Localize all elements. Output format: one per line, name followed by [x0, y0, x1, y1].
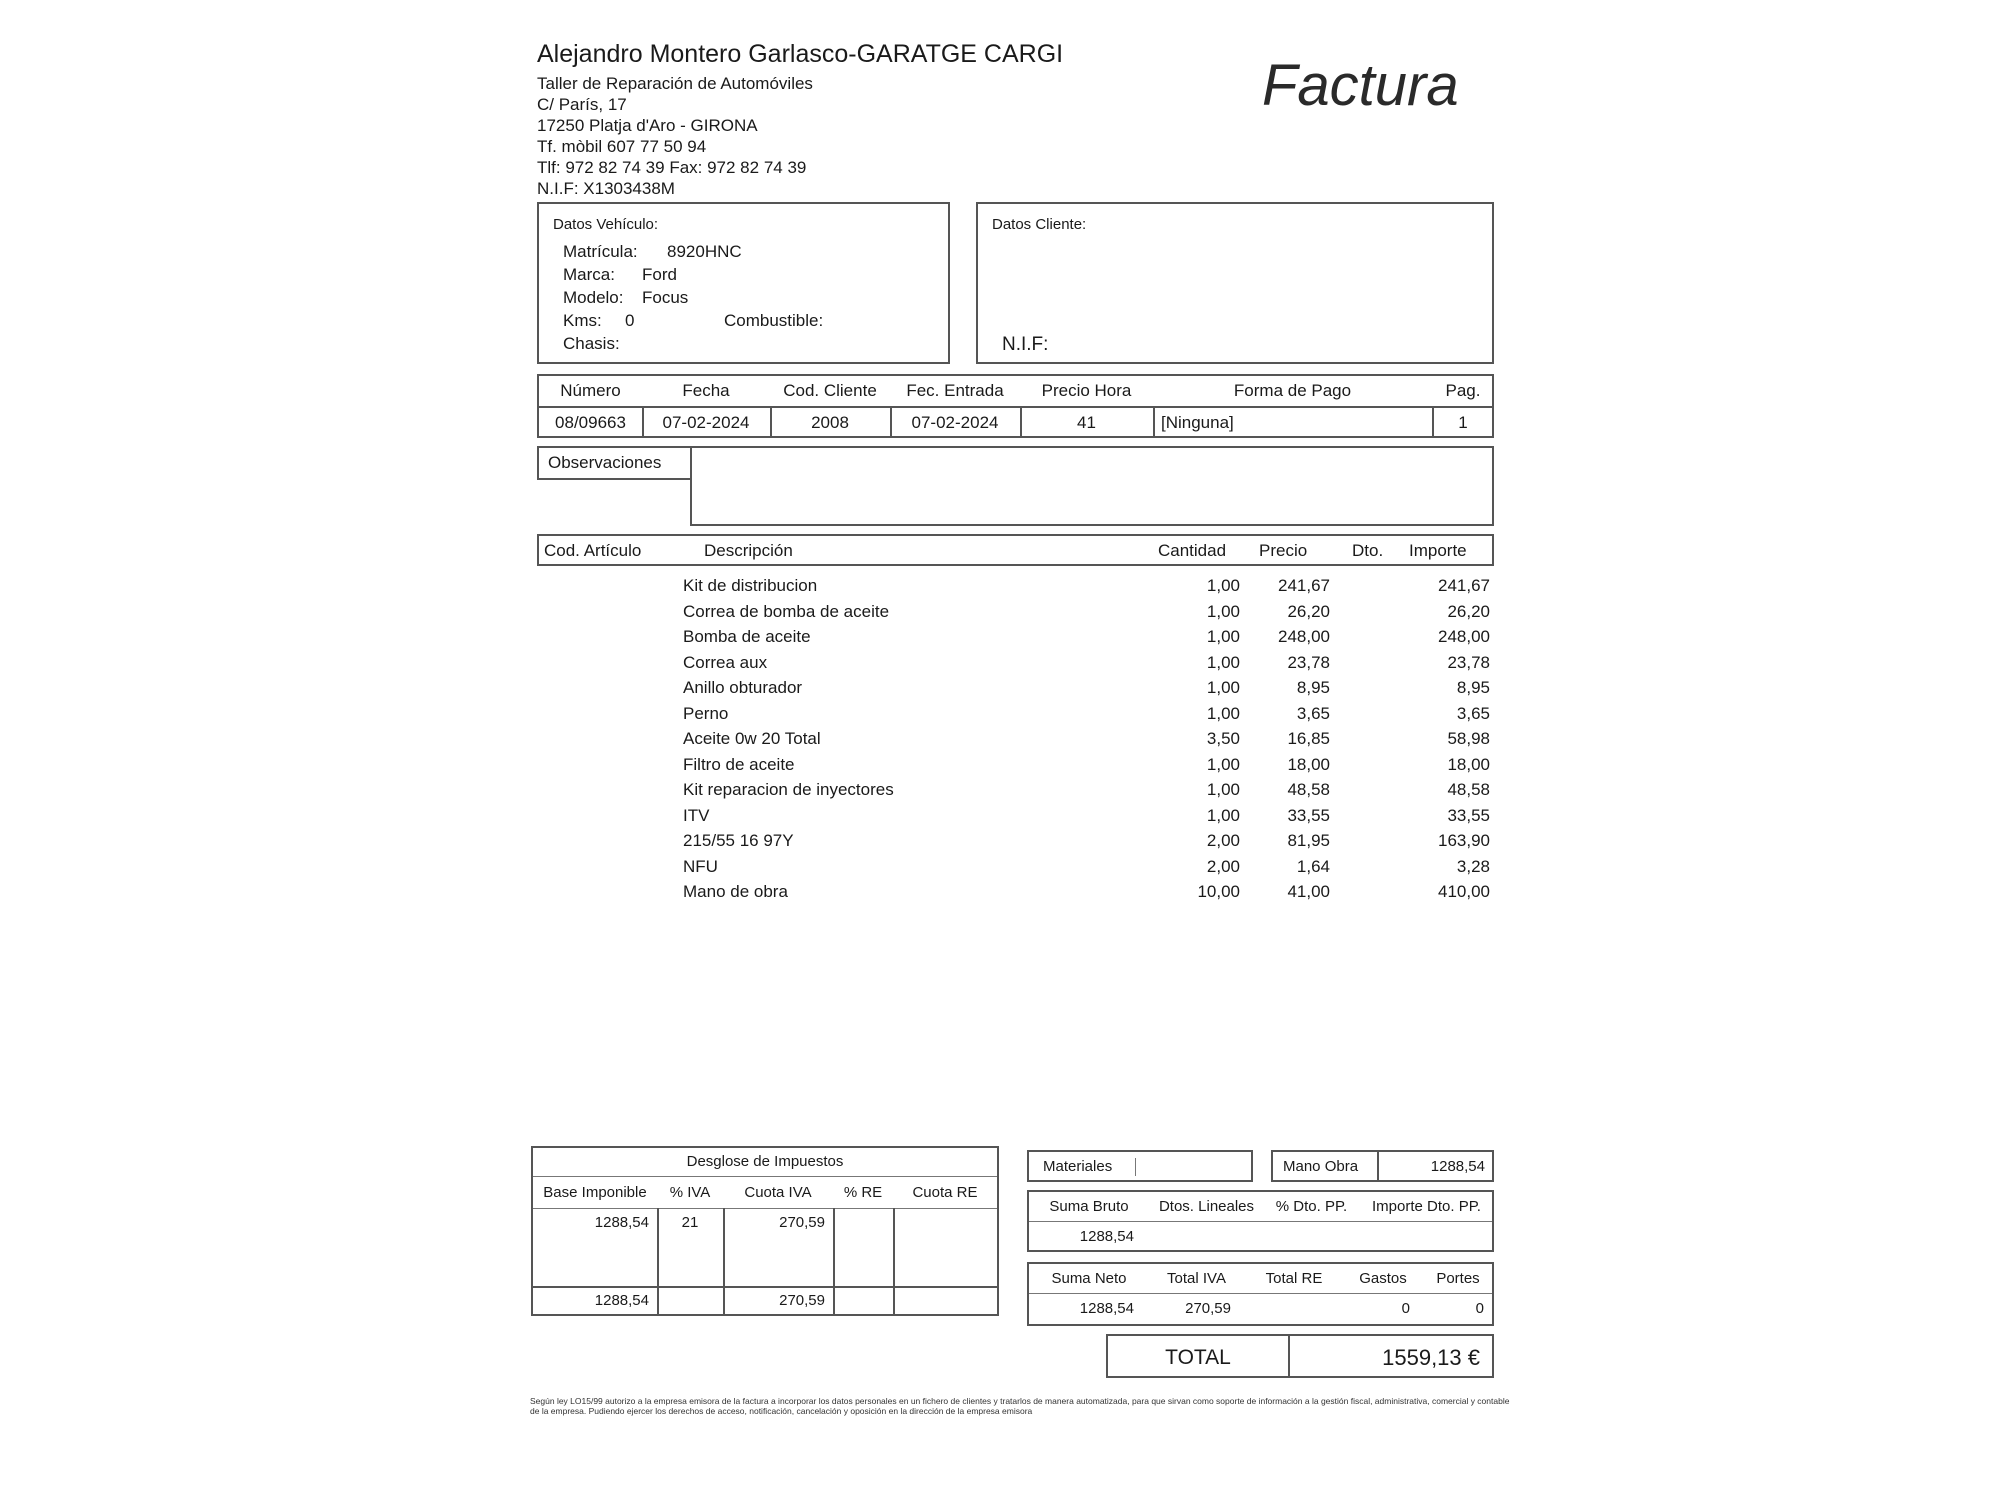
- invoice-number: 08/09663: [555, 413, 626, 432]
- tax-col-cuota-iva: Cuota IVA: [744, 1184, 812, 1201]
- total-box: [1106, 1334, 1494, 1378]
- item-quantity: 1,00: [1206, 806, 1240, 825]
- entry-date: 07-02-2024: [911, 413, 999, 432]
- fuel-label: Combustible:: [724, 311, 824, 330]
- portes-value: 0: [1475, 1300, 1484, 1317]
- company-line: Tf. mòbil 607 77 50 94: [537, 137, 707, 156]
- item-description: Perno: [683, 704, 729, 723]
- item-price: 16,85: [1287, 729, 1330, 748]
- tax-cuota-total: 270,59: [779, 1292, 825, 1309]
- item-quantity: 1,00: [1206, 755, 1240, 774]
- observations-label-box: [537, 446, 692, 480]
- item-description: NFU: [683, 857, 718, 876]
- mano-obra-value: 1288,54: [1430, 1158, 1485, 1175]
- client-code: 2008: [811, 413, 849, 432]
- net-col-total-re: Total RE: [1265, 1270, 1323, 1287]
- model-value: Focus: [642, 288, 689, 307]
- total-iva-value: 270,59: [1185, 1300, 1231, 1317]
- gross-col-importe-dto-pp: Importe Dto. PP.: [1372, 1198, 1481, 1215]
- kms-value: 0: [625, 311, 635, 330]
- col-dto: Dto.: [1352, 541, 1384, 560]
- company-line: Tlf: 972 82 74 39 Fax: 972 82 74 39: [537, 158, 807, 177]
- materiales-box: [1027, 1150, 1253, 1182]
- item-amount: 241,67: [1438, 576, 1490, 595]
- tax-col-iva: % IVA: [669, 1184, 711, 1201]
- header-fecha: Fecha: [682, 381, 730, 400]
- tax-col-cuota-re: Cuota RE: [912, 1184, 978, 1201]
- tax-title: Desglose de Impuestos: [686, 1153, 844, 1170]
- net-sum-table: [1027, 1262, 1494, 1326]
- item-price: 41,00: [1287, 882, 1330, 901]
- net-col-portes: Portes: [1436, 1270, 1480, 1287]
- hour-price: 41: [1077, 413, 1096, 432]
- tax-iva-value: 21: [681, 1214, 699, 1231]
- item-description: Filtro de aceite: [683, 755, 795, 774]
- item-price: 33,55: [1287, 806, 1330, 825]
- client-nif-label: N.I.F:: [1002, 334, 1049, 355]
- item-amount: 163,90: [1438, 831, 1490, 850]
- item-description: Correa aux: [683, 653, 768, 672]
- item-amount: 3,65: [1456, 704, 1490, 723]
- item-quantity: 1,00: [1206, 602, 1240, 621]
- company-nif: N.I.F: X1303438M: [537, 179, 675, 198]
- mano-obra-box: [1271, 1150, 1494, 1182]
- header-fec-entrada: Fec. Entrada: [906, 381, 1004, 400]
- client-data-box: [976, 202, 1494, 364]
- item-price: 23,78: [1287, 653, 1330, 672]
- gross-sum-value: 1288,54: [1079, 1228, 1134, 1245]
- model-label: Modelo:: [563, 288, 624, 307]
- col-descripcion: Descripción: [704, 541, 793, 560]
- gross-sum-table: [1027, 1190, 1494, 1252]
- col-precio: Precio: [1259, 541, 1308, 560]
- invoice-info-table: [537, 374, 1494, 438]
- item-price: 18,00: [1287, 755, 1330, 774]
- item-amount: 410,00: [1438, 882, 1490, 901]
- item-price: 3,65: [1296, 704, 1330, 723]
- client-heading: Datos Cliente:: [992, 216, 1087, 233]
- net-col-suma-neto: Suma Neto: [1051, 1270, 1127, 1287]
- item-amount: 248,00: [1438, 627, 1490, 646]
- tax-col-re: % RE: [843, 1184, 883, 1201]
- item-description: Aceite 0w 20 Total: [683, 729, 821, 748]
- item-price: 81,95: [1287, 831, 1330, 850]
- plate-label: Matrícula:: [563, 242, 638, 261]
- item-description: 215/55 16 97Y: [683, 831, 794, 850]
- net-sum-value: 1288,54: [1079, 1300, 1134, 1317]
- company-line: Taller de Reparación de Automóviles: [537, 74, 813, 93]
- tax-cuota-value: 270,59: [779, 1214, 825, 1231]
- brand-value: Ford: [642, 265, 677, 284]
- company-name: Alejandro Montero Garlasco-GARATGE CARGI: [537, 40, 1064, 68]
- company-line: C/ París, 17: [537, 95, 627, 114]
- kms-label: Kms:: [563, 311, 602, 330]
- gastos-value: 0: [1401, 1300, 1410, 1317]
- total-value: 1559,13 €: [1382, 1345, 1480, 1370]
- legal-note: Según ley LO15/99 autorizo a la empresa emisora de la factura a incorporar los datos personales en un fichero de clientes y tratarlos de manera automatizada, para que sirvan como soporte de información a la gestión fiscal, administrativa, comercial y contable de la empresa. Pudiendo ejercer los derechos de acceso, notificación, cancelación y oposición en la dirección de la empresa emisora: [530, 1396, 1510, 1416]
- item-amount: 23,78: [1447, 653, 1490, 672]
- gross-col-dtos-lineales: Dtos. Lineales: [1158, 1198, 1255, 1215]
- tax-base-value: 1288,54: [594, 1214, 649, 1231]
- item-quantity: 3,50: [1206, 729, 1240, 748]
- net-col-total-iva: Total IVA: [1167, 1270, 1226, 1287]
- item-amount: 58,98: [1447, 729, 1490, 748]
- header-cod-cliente: Cod. Cliente: [783, 381, 877, 400]
- item-description: Kit de distribucion: [683, 576, 818, 595]
- col-cod-articulo: Cod. Artículo: [544, 541, 642, 560]
- item-description: Mano de obra: [683, 882, 788, 901]
- item-quantity: 1,00: [1206, 780, 1240, 799]
- observations-field: [690, 446, 1494, 526]
- item-quantity: 1,00: [1206, 653, 1240, 672]
- tax-col-base: Base Imponible: [543, 1184, 647, 1201]
- item-quantity: 2,00: [1206, 831, 1240, 850]
- item-price: 26,20: [1287, 602, 1330, 621]
- page-number: 1: [1458, 413, 1468, 432]
- gross-col-suma-bruto: Suma Bruto: [1049, 1198, 1129, 1215]
- item-amount: 3,28: [1456, 857, 1490, 876]
- vehicle-data-box: [537, 202, 950, 364]
- header-precio-hora: Precio Hora: [1041, 381, 1132, 400]
- item-price: 8,95: [1296, 678, 1330, 697]
- item-description: Correa de bomba de aceite: [683, 602, 890, 621]
- observations-label: Observaciones: [548, 453, 662, 472]
- vehicle-heading: Datos Vehículo:: [553, 216, 659, 233]
- col-importe: Importe: [1409, 541, 1467, 560]
- item-description: Anillo obturador: [683, 678, 803, 697]
- item-amount: 8,95: [1456, 678, 1490, 697]
- item-price: 1,64: [1296, 857, 1330, 876]
- items-table-header: [537, 534, 1494, 566]
- item-amount: 33,55: [1447, 806, 1490, 825]
- materiales-label: Materiales: [1043, 1158, 1113, 1175]
- chassis-label: Chasis:: [563, 334, 620, 353]
- item-amount: 26,20: [1447, 602, 1490, 621]
- item-quantity: 1,00: [1206, 678, 1240, 697]
- item-quantity: 1,00: [1206, 576, 1240, 595]
- brand-label: Marca:: [563, 265, 615, 284]
- item-amount: 18,00: [1447, 755, 1490, 774]
- header-forma-pago: Forma de Pago: [1233, 381, 1352, 400]
- item-quantity: 10,00: [1197, 882, 1240, 901]
- total-label: TOTAL: [1165, 1346, 1231, 1369]
- item-amount: 48,58: [1447, 780, 1490, 799]
- item-price: 248,00: [1278, 627, 1330, 646]
- item-quantity: 1,00: [1206, 627, 1240, 646]
- item-description: Bomba de aceite: [683, 627, 811, 646]
- col-cantidad: Cantidad: [1158, 541, 1227, 560]
- item-price: 48,58: [1287, 780, 1330, 799]
- header-pag: Pag.: [1445, 381, 1481, 400]
- mano-obra-label: Mano Obra: [1283, 1158, 1359, 1175]
- document-title: Factura: [1262, 53, 1459, 118]
- tax-base-total: 1288,54: [594, 1292, 649, 1309]
- plate-value: 8920HNC: [667, 242, 742, 261]
- net-col-gastos: Gastos: [1359, 1270, 1407, 1287]
- header-numero: Número: [560, 381, 621, 400]
- item-description: ITV: [683, 806, 710, 825]
- item-quantity: 1,00: [1206, 704, 1240, 723]
- tax-breakdown-table: [531, 1146, 999, 1316]
- item-price: 241,67: [1278, 576, 1330, 595]
- invoice-date: 07-02-2024: [662, 413, 750, 432]
- company-line: 17250 Platja d'Aro - GIRONA: [537, 116, 758, 135]
- gross-col-dto-pp: % Dto. PP.: [1275, 1198, 1348, 1215]
- item-quantity: 2,00: [1206, 857, 1240, 876]
- payment-method: [Ninguna]: [1161, 413, 1234, 432]
- item-description: Kit reparacion de inyectores: [683, 780, 894, 799]
